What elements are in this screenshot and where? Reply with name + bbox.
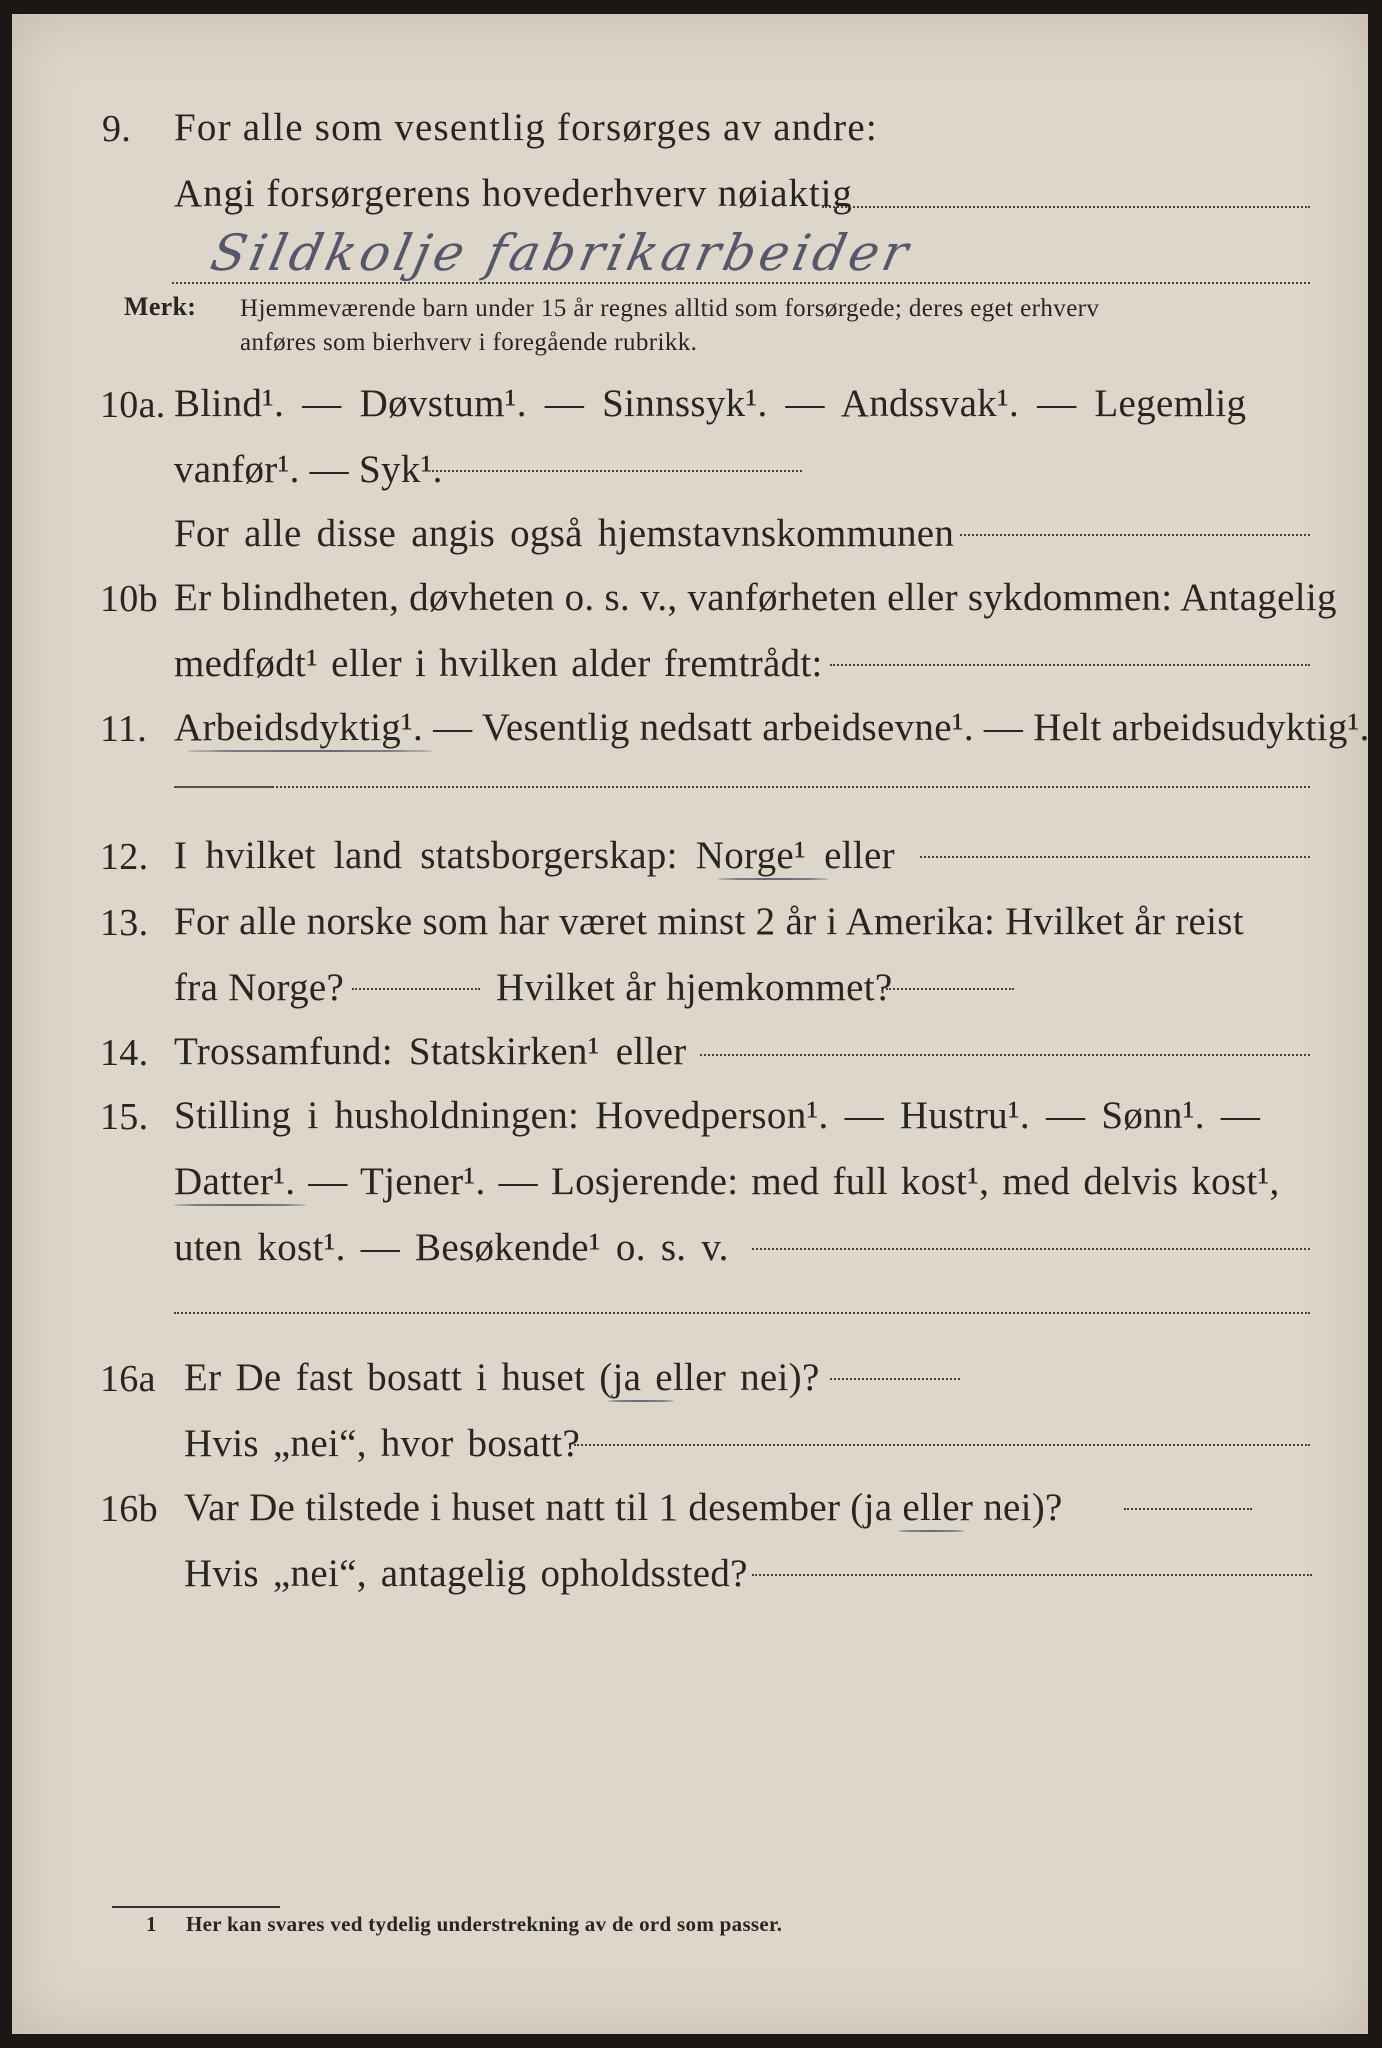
q16a-selection-underline xyxy=(608,1400,674,1402)
q10b-text-line2: medfødt¹ eller i hvilken alder fremtrådt: xyxy=(174,642,823,685)
census-form-page xyxy=(12,14,1368,2034)
q16b-answer-line2[interactable] xyxy=(752,1574,1312,1576)
q10a-answer-line1[interactable] xyxy=(432,470,802,472)
q9-text-line2: Angi forsørgerens hovederhverv nøiaktig xyxy=(174,172,853,215)
q13-number: 13. xyxy=(100,902,149,944)
q16a-answer-line2[interactable] xyxy=(574,1444,1310,1446)
q12-number: 12. xyxy=(100,836,149,878)
q9-handwritten-answer: Sildkolje fabrikarbeider xyxy=(205,224,918,282)
q10b-text-line1: Er blindheten, døvheten o. s. v., vanførheten eller sykdommen: Antagelig xyxy=(174,576,1337,619)
q10a-text-line2: vanfør¹. — Syk¹. xyxy=(174,448,443,491)
q16b-number: 16b xyxy=(100,1488,158,1530)
q10a-text-line1: Blind¹. — Døvstum¹. — Sinnssyk¹. — Andssvak¹. — Legemlig xyxy=(174,382,1247,425)
q10b-number: 10b xyxy=(100,578,158,620)
footnote-text: Her kan svares ved tydelig understrekning av de ord som passer. xyxy=(186,1912,783,1936)
q15-text-line2: Datter¹. — Tjener¹. — Losjerende: med full kost¹, med delvis kost¹, xyxy=(174,1160,1280,1203)
merk-label: Merk: xyxy=(124,292,197,321)
q9-number: 9. xyxy=(102,108,132,150)
q13-answer-hjemkommet[interactable] xyxy=(886,988,1014,990)
q14-answer-line[interactable] xyxy=(700,1054,1310,1056)
q10a-number: 10a. xyxy=(100,384,166,426)
q13-text-line1: For alle norske som har været minst 2 år i Amerika: Hvilket år reist xyxy=(174,900,1244,943)
q16a-answer-line1[interactable] xyxy=(830,1378,960,1380)
q16a-text-line1: Er De fast bosatt i huset (ja eller nei)? xyxy=(184,1356,820,1399)
q15-answer-line2[interactable] xyxy=(174,1312,1310,1314)
q12-text-line1: I hvilket land statsborgerskap: Norge¹ eller xyxy=(174,834,895,877)
q13-text-line2b: Hvilket år hjemkommet? xyxy=(496,966,893,1009)
q9-answer-line2[interactable] xyxy=(172,282,1310,284)
q15-text-line1: Stilling i husholdningen: Hovedperson¹. — Hustru¹. — Sønn¹. — xyxy=(174,1094,1261,1137)
q9-text-line1: For alle som vesentlig forsørges av andre: xyxy=(174,106,878,149)
q12-answer-line[interactable] xyxy=(920,856,1310,858)
footnote-mark: 1 xyxy=(146,1912,157,1936)
q13-answer-reist[interactable] xyxy=(352,988,480,990)
footnote-rule xyxy=(112,1906,280,1908)
merk-text-line1: Hjemmeværende barn under 15 år regnes alltid som forsørgede; deres eget erhverv xyxy=(240,295,1100,322)
q16b-selection-underline xyxy=(898,1530,964,1532)
q16b-answer-line1[interactable] xyxy=(1124,1508,1252,1510)
q16a-text-line2: Hvis „nei“, hvor bosatt? xyxy=(184,1422,581,1465)
q11-selection-underline xyxy=(188,750,432,752)
q16b-text-line1: Var De tilstede i huset natt til 1 desember (ja eller nei)? xyxy=(184,1486,1063,1529)
q11-answer-stub xyxy=(174,786,272,788)
q10b-answer-line[interactable] xyxy=(830,664,1310,666)
q15-number: 15. xyxy=(100,1096,149,1138)
q13-text-line2a: fra Norge? xyxy=(174,966,345,1009)
merk-text-line2: anføres som bierhverv i foregående rubrikk. xyxy=(240,329,698,356)
q11-answer-line[interactable] xyxy=(272,786,1310,788)
q10a-text-line3: For alle disse angis også hjemstavnskommunen xyxy=(174,512,955,555)
q16b-text-line2: Hvis „nei“, antagelig opholdssted? xyxy=(184,1552,748,1595)
q14-number: 14. xyxy=(100,1032,149,1074)
q9-answer-line1[interactable] xyxy=(822,206,1310,208)
q15-answer-line1[interactable] xyxy=(752,1248,1310,1250)
q11-number: 11. xyxy=(100,708,147,750)
q16a-number: 16a xyxy=(100,1358,156,1400)
q14-text-line1: Trossamfund: Statskirken¹ eller xyxy=(174,1030,687,1073)
q15-text-line3: uten kost¹. — Besøkende¹ o. s. v. xyxy=(174,1226,729,1269)
q11-text-line1: Arbeidsdyktig¹. — Vesentlig nedsatt arbeidsevne¹. — Helt arbeidsudyktig¹. xyxy=(174,706,1370,749)
q10a-answer-line2[interactable] xyxy=(960,534,1310,536)
q12-selection-underline xyxy=(718,878,828,880)
q15-selection-underline xyxy=(174,1204,306,1206)
